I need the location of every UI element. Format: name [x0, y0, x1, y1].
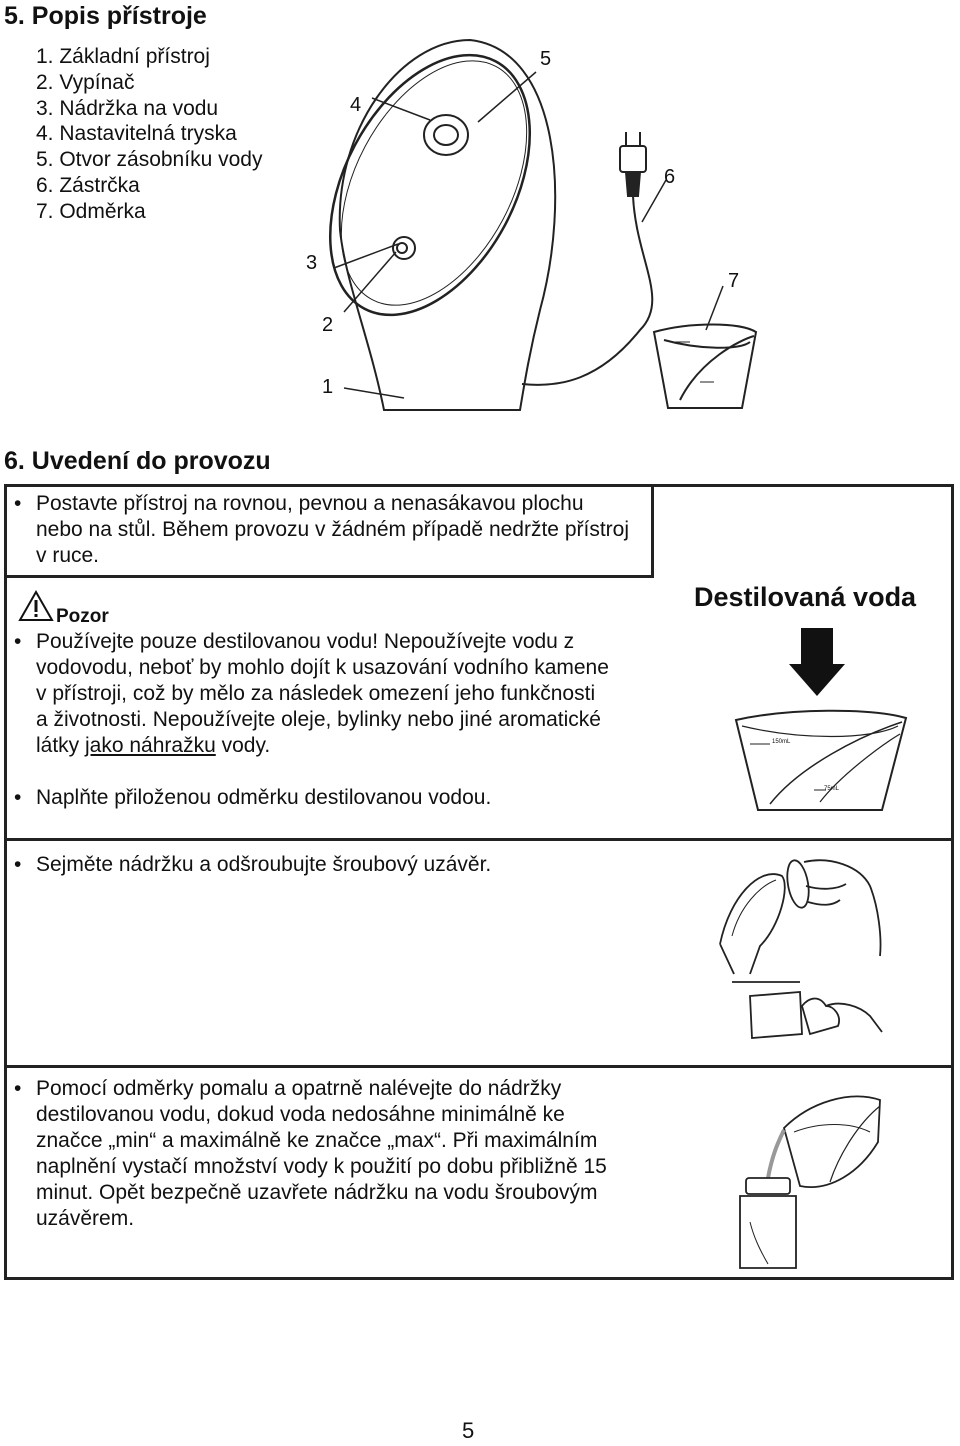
- frame-right-border: [951, 484, 954, 1280]
- bullet-distilled-water-warning: [14, 629, 609, 759]
- bullet-placement: [14, 491, 630, 569]
- device-illustration: [0, 0, 960, 440]
- bullet-dot: •: [14, 853, 22, 876]
- down-arrow-icon: [787, 628, 847, 698]
- bullet-dot: •: [14, 630, 22, 653]
- parts-list-item: 1. Základní přístroj: [36, 45, 210, 68]
- parts-list-item: 2. Vypínač: [36, 70, 135, 94]
- distilled-water-label: Destilovaná voda: [694, 582, 917, 612]
- bullet-line: Postavte přístroj na rovnou, pevnou a nenasákavou plochu: [36, 492, 584, 515]
- cup-mark-150: 150mL: [772, 739, 791, 745]
- bullet-line: nebo na stůl. Během provozu v žádném případě nedržte přístroj: [36, 518, 630, 541]
- bullet-line: Pomocí odměrky pomalu a opatrně nalévejte do nádržky: [36, 1077, 562, 1100]
- cup-mark-75: 75mL: [824, 786, 840, 792]
- bullet-dot: •: [14, 786, 22, 809]
- frame-left-border: [4, 484, 7, 1280]
- warning-label: Pozor: [56, 606, 109, 627]
- bullet-line: destilovanou vodu, dokud voda nedosáhne minimálně ke: [36, 1103, 565, 1126]
- bullet-line: Sejměte nádržku a odšroubujte šroubový uzávěr.: [36, 853, 492, 876]
- bullet-line: naplnění vystačí množství vody k použití po dobu přibližně 15: [36, 1155, 607, 1178]
- callout-6: 6: [664, 166, 676, 188]
- underlined-text: jako náhražku: [85, 734, 216, 757]
- bullet-line: a životnosti. Nepoužívejte oleje, bylinky nebo jiné aromatické: [36, 708, 601, 731]
- pouring-illustration: [720, 1082, 900, 1272]
- bullet-fill-tank: [14, 1076, 607, 1232]
- parts-list-item: 5. Otvor zásobníku vody: [36, 148, 263, 172]
- bullet-line: [36, 733, 609, 759]
- parts-list-item: 7. Odměrka: [36, 199, 146, 223]
- bullet-line: Naplňte přiloženou odměrku destilovanou vodou.: [36, 786, 492, 809]
- callout-3: 3: [306, 252, 318, 274]
- section-6-title: 6. Uvedení do provozu: [4, 447, 271, 475]
- page-number: 5: [462, 1418, 475, 1443]
- bullet-dot: •: [14, 492, 22, 515]
- callout-4: 4: [350, 94, 362, 116]
- remove-tank-illustration: [710, 856, 900, 1056]
- callout-2: 2: [322, 314, 334, 336]
- bullet-remove-tank: [14, 852, 492, 878]
- frame-separator-2: [4, 838, 954, 841]
- bullet-fill-cup: [14, 785, 492, 811]
- parts-list-item: 3. Nádržka na vodu: [36, 96, 219, 120]
- bullet-line: uzávěrem.: [36, 1207, 135, 1230]
- frame-divider-upper: [651, 484, 654, 576]
- parts-list-item: 6. Zástrčka: [36, 173, 140, 197]
- bullet-dot: •: [14, 1077, 22, 1100]
- bullet-line: značce „min“ a maximálně ke značce „max“. Při maximálním: [36, 1129, 598, 1152]
- bullet-line: Používejte pouze destilovanou vodu! Nepoužívejte vodu z: [36, 630, 575, 653]
- text-fragment: látky: [36, 734, 86, 757]
- bullet-line: vodovodu, neboť by mohlo dojít k usazování vodního kamene: [36, 656, 609, 679]
- frame-top-border: [4, 484, 954, 487]
- callout-5: 5: [540, 48, 552, 70]
- section-5-title: 5. Popis přístroje: [4, 2, 207, 30]
- bullet-line: v přístroji, což by mělo za následek omezení jeho funkčnosti: [36, 682, 596, 705]
- bullet-line: v ruce.: [36, 544, 100, 567]
- bullet-line: minut. Opět bezpečně uzavřete nádržku na vodu šroubovým: [36, 1181, 598, 1204]
- warning-triangle-icon: [18, 590, 54, 622]
- parts-list-item: 4. Nastavitelná tryska: [36, 122, 237, 146]
- frame-separator-3: [4, 1065, 954, 1068]
- measuring-cup-illustration: [730, 706, 930, 816]
- callout-7: 7: [728, 270, 740, 292]
- frame-separator-1: [4, 575, 654, 578]
- callout-1: 1: [322, 376, 334, 398]
- text-fragment: vody.: [215, 734, 271, 757]
- frame-bottom-border: [4, 1277, 954, 1280]
